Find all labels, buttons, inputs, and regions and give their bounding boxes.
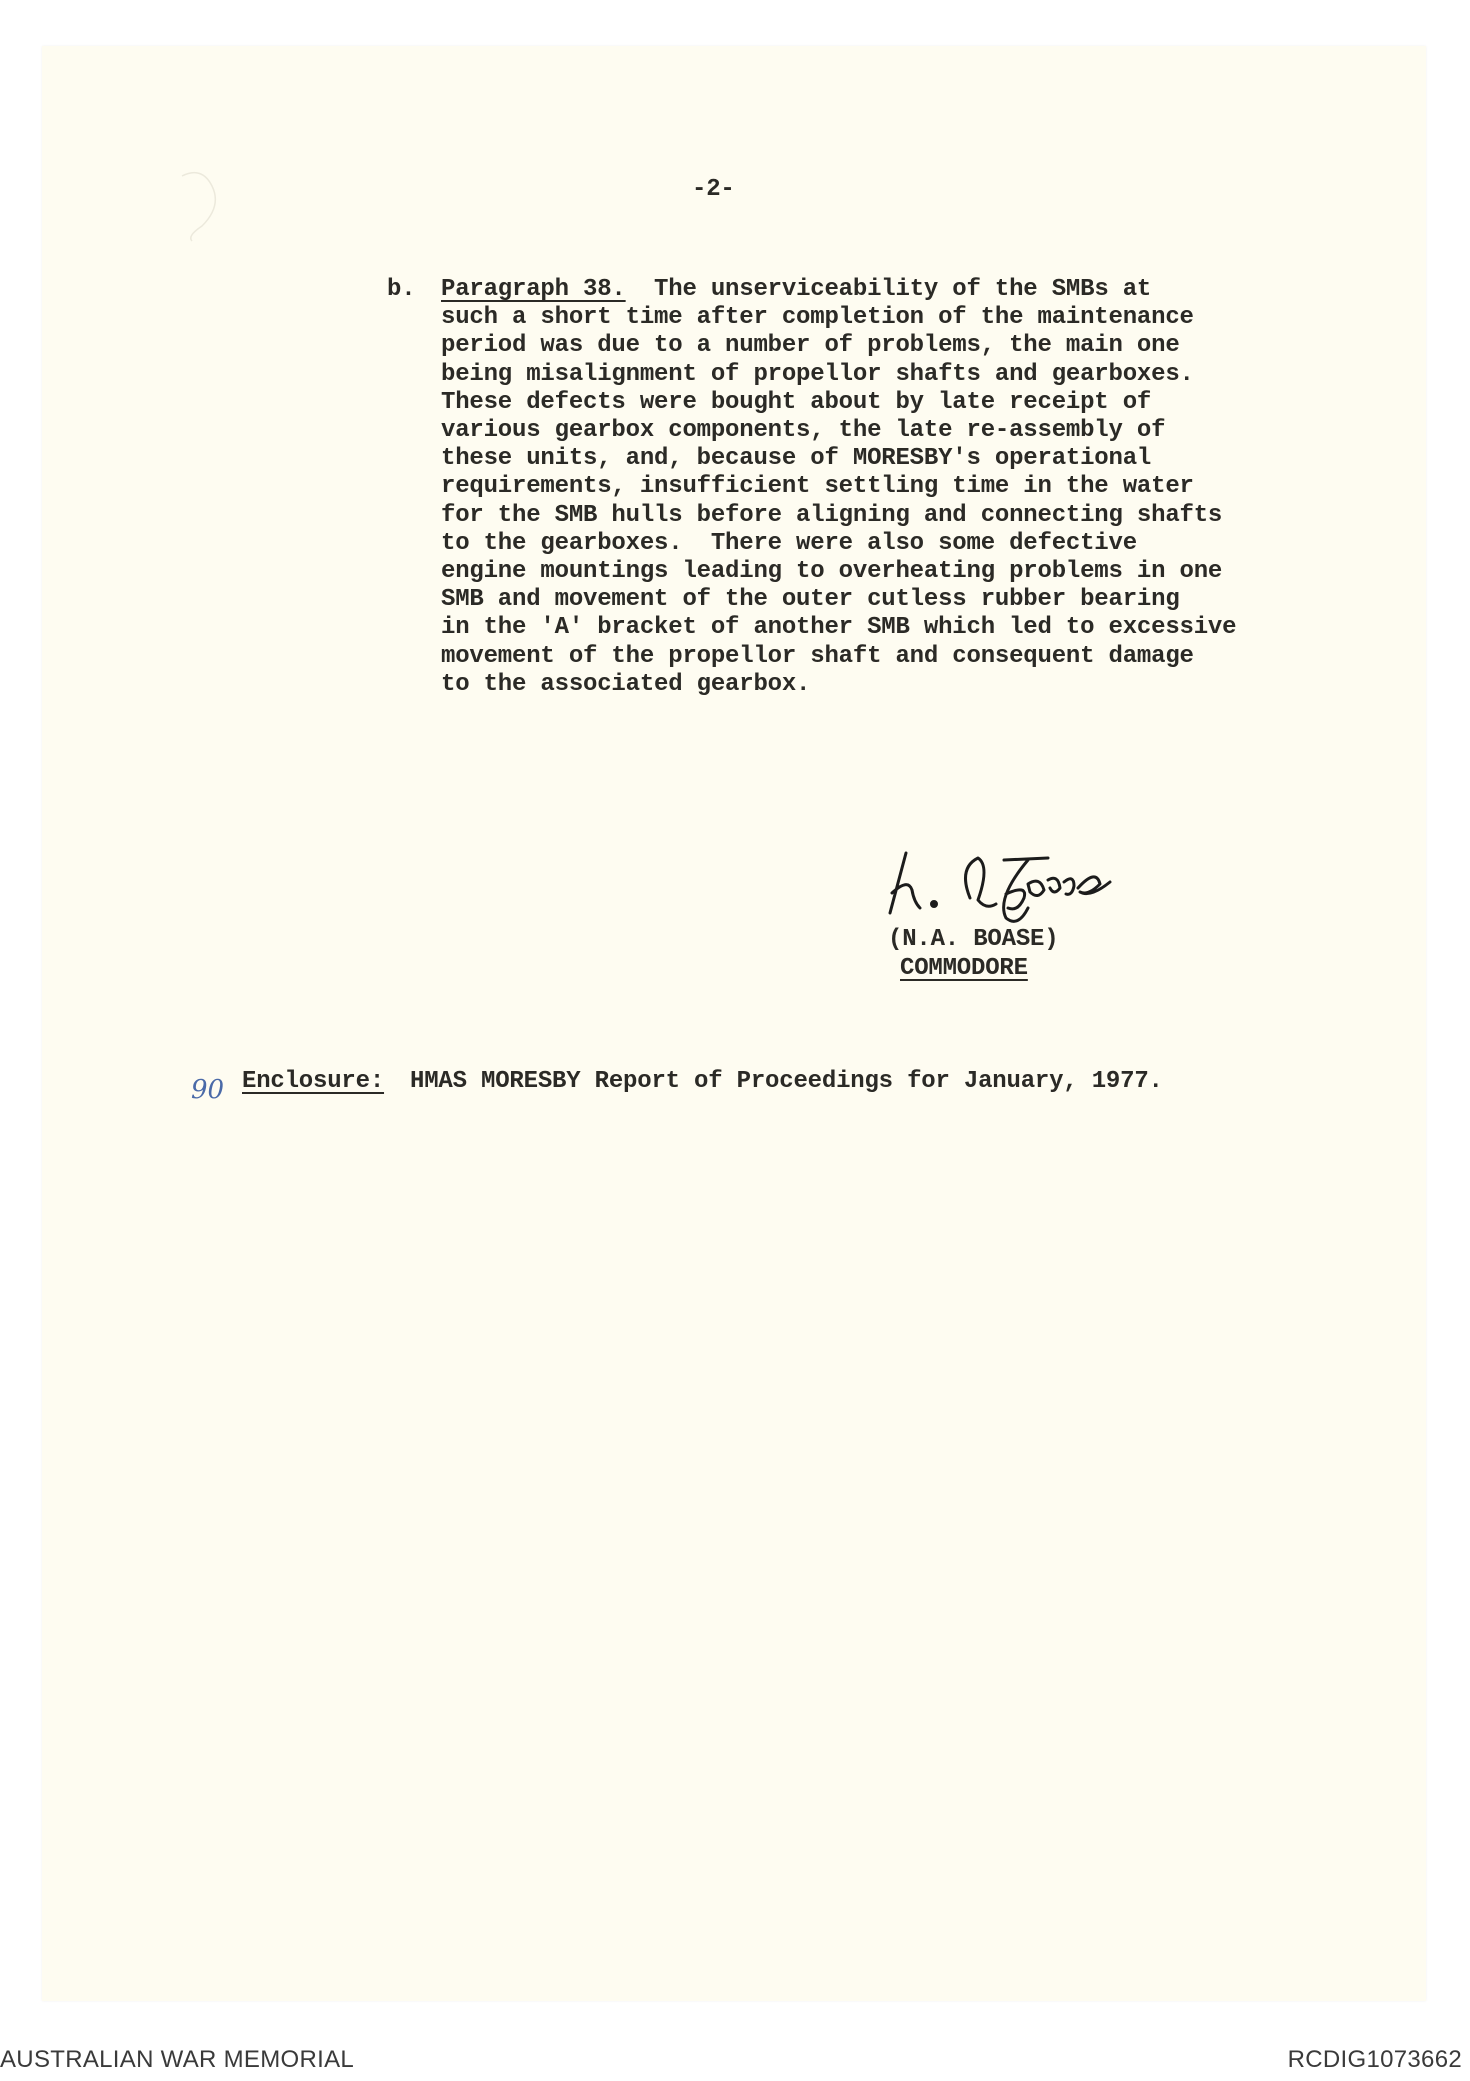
paragraph-line: These defects were bought about by late receipt of	[441, 388, 1152, 416]
paragraph-line: being misalignment of propellor shafts and gearboxes.	[441, 360, 1194, 388]
paragraph-line: period was due to a number of problems, the main one	[441, 332, 1180, 360]
paragraph-body	[441, 276, 1237, 699]
footer-record-id: RCDIG1073662	[1287, 2046, 1462, 2073]
paragraph-marker: b.	[387, 276, 416, 303]
paper-stain	[172, 166, 232, 246]
signatory-name: (N.A. BOASE)	[888, 926, 1059, 953]
paragraph-line: in the 'A' bracket of another SMB which led to excessive	[441, 614, 1237, 642]
paragraph-line: such a short time after completion of the maintenance	[441, 304, 1194, 332]
paragraph-line: engine mountings leading to overheating problems in one	[441, 558, 1223, 586]
page-number: -2-	[692, 176, 735, 203]
paragraph-line: to the associated gearbox.	[441, 670, 811, 698]
signatory-rank: COMMODORE	[900, 955, 1028, 982]
paragraph-line: requirements, insufficient settling time in the water	[441, 473, 1194, 501]
handwritten-annotation: 90	[191, 1075, 225, 1105]
paragraph-line: various gearbox components, the late re-assembly of	[441, 417, 1166, 445]
paragraph-line: SMB and movement of the outer cutless rubber bearing	[441, 586, 1180, 614]
paragraph-line: for the SMB hulls before aligning and connecting shafts	[441, 501, 1223, 529]
paragraph-line: movement of the propellor shaft and consequent damage	[441, 642, 1194, 670]
paragraph-line: these units, and, because of MORESBY's operational	[441, 445, 1152, 473]
enclosure-label: Enclosure:	[242, 1068, 385, 1095]
paragraph-line: to the gearboxes. There were also some defective	[441, 529, 1137, 557]
paragraph-heading: Paragraph 38.	[441, 276, 626, 303]
paragraph-line: The unserviceability of the SMBs at	[625, 276, 1152, 303]
footer-source: AUSTRALIAN WAR MEMORIAL	[0, 2046, 355, 2073]
enclosure-text: HMAS MORESBY Report of Proceedings for January, 1977.	[410, 1068, 1163, 1095]
